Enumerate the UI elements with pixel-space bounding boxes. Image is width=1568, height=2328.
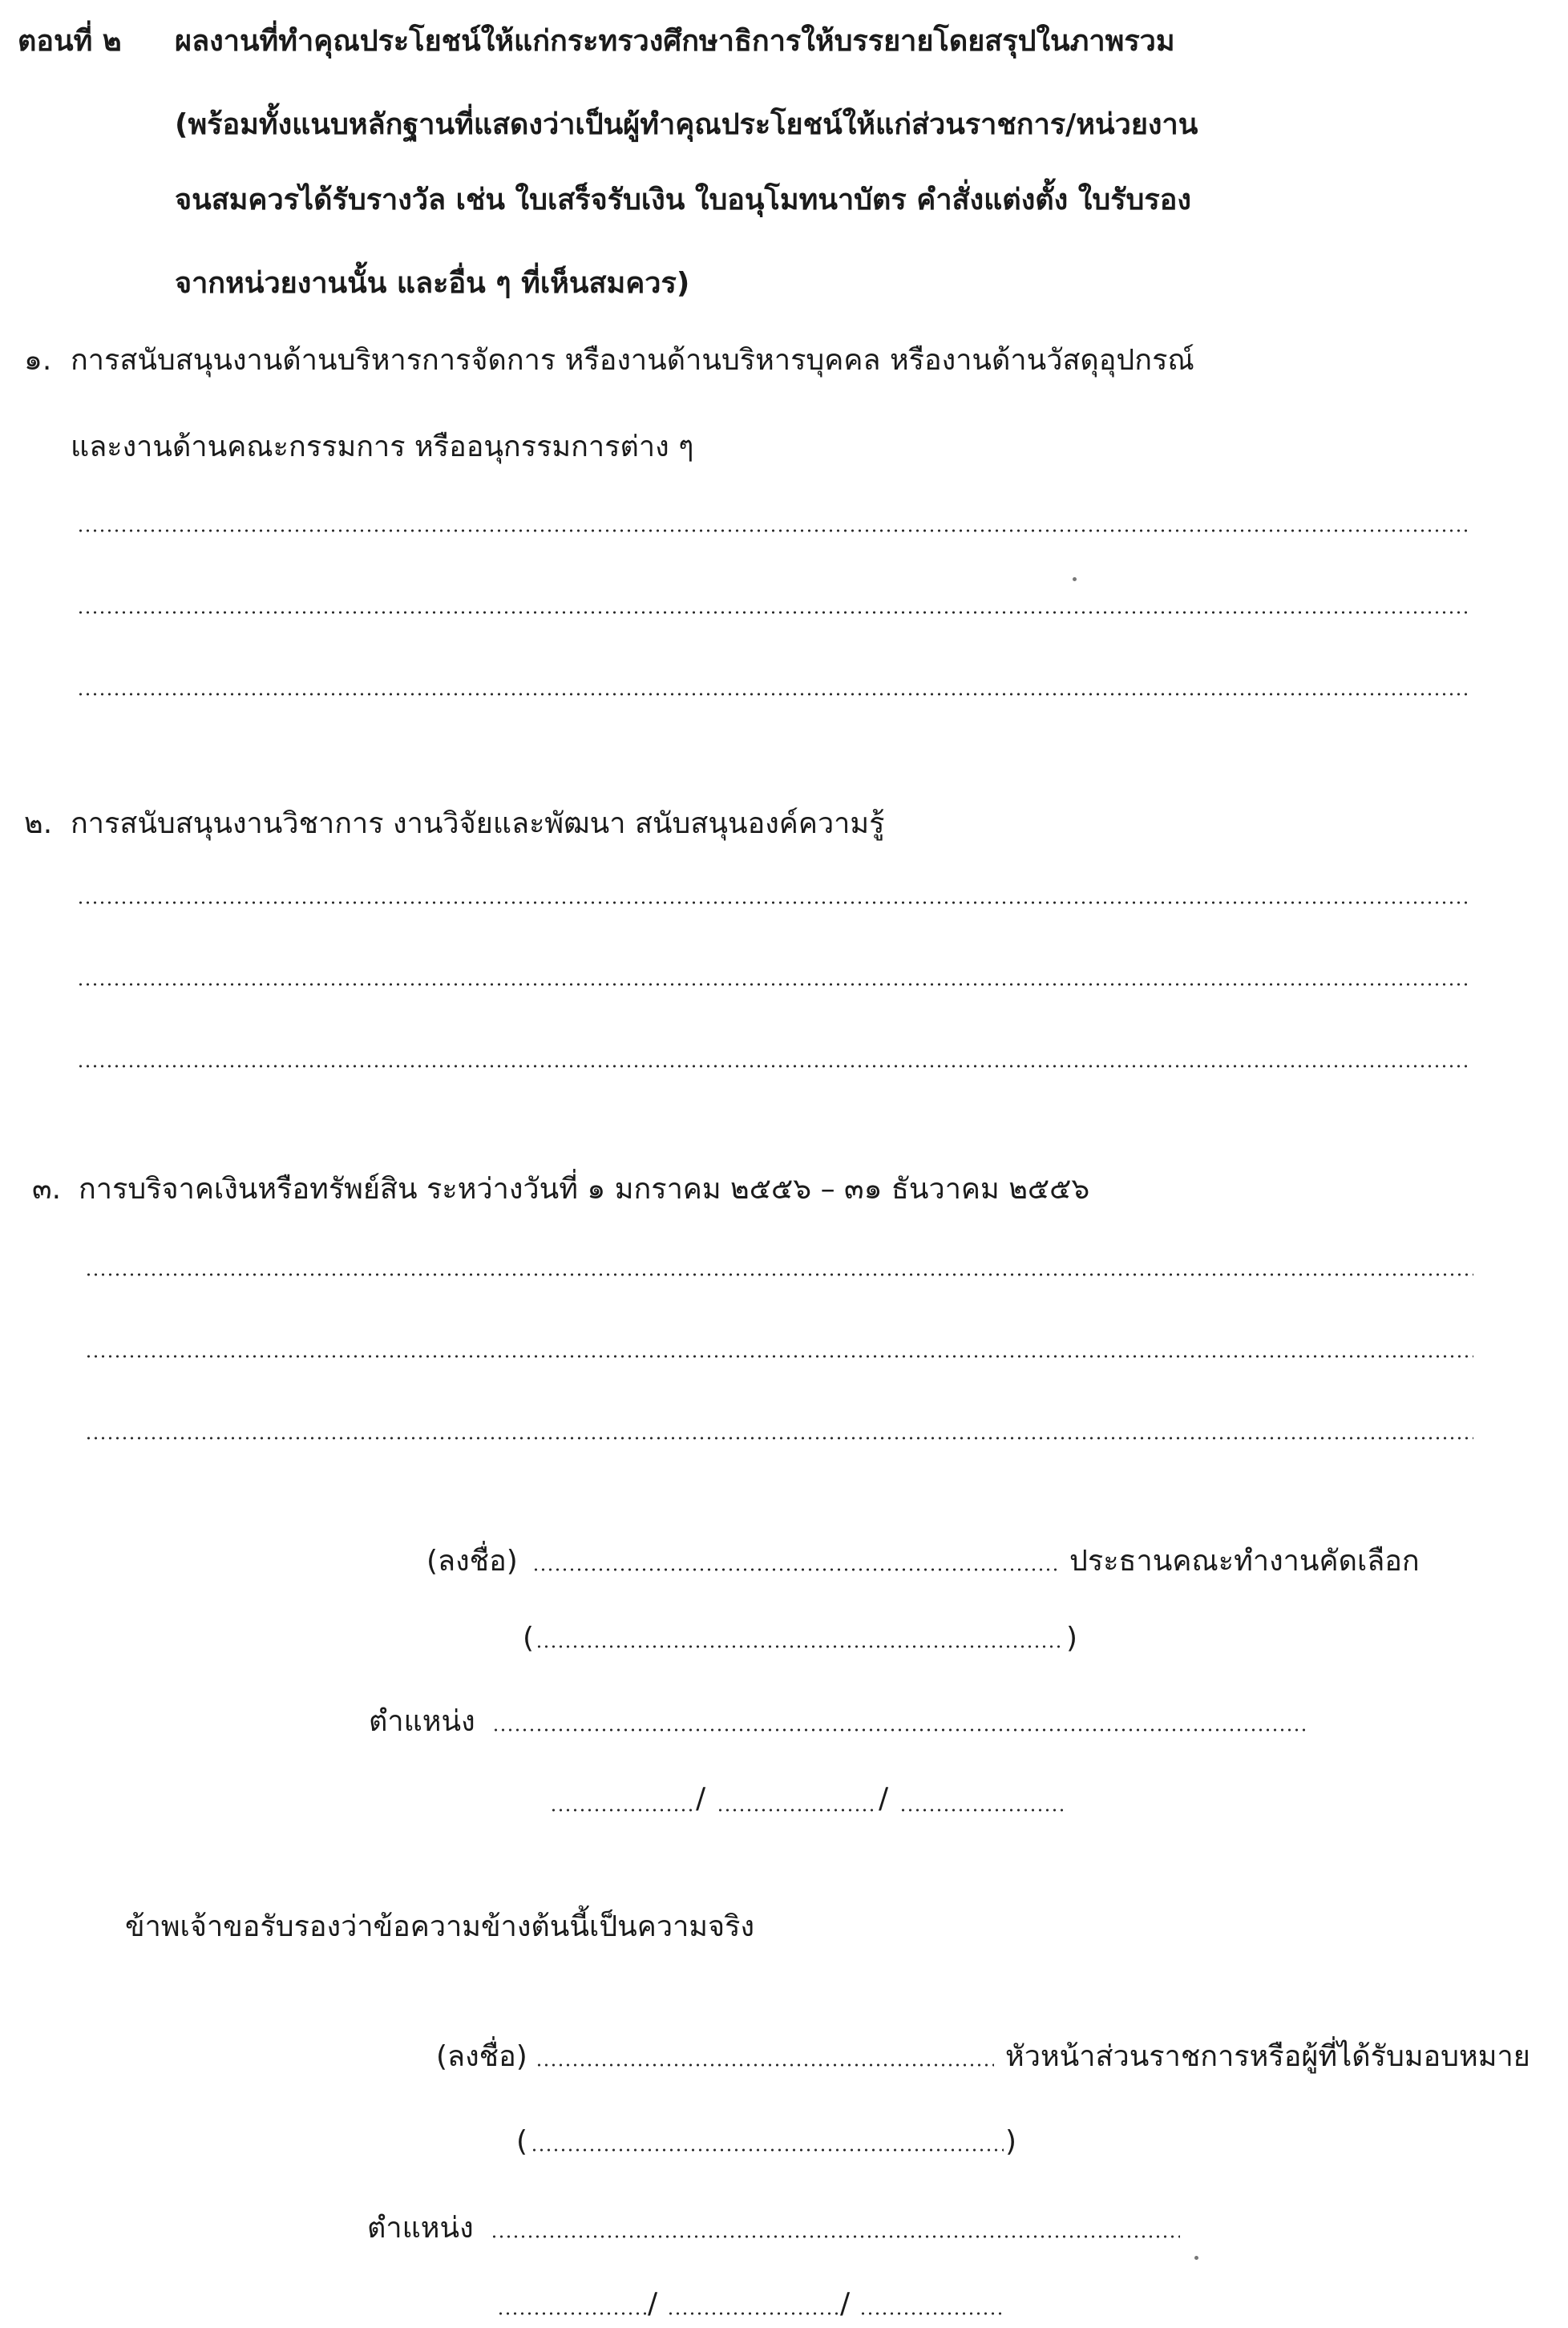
section-1-answer-line-2[interactable]: [77, 611, 1472, 614]
section-3-answer-line-1[interactable]: [85, 1273, 1473, 1276]
section-1-answer-line-3[interactable]: [77, 693, 1472, 696]
section-3-answer-line-3[interactable]: [85, 1437, 1473, 1440]
signature-1-date-slash-1: /: [696, 1782, 706, 1815]
signature-2-close-paren: ): [1005, 2125, 1017, 2158]
signature-1-sign-line[interactable]: [532, 1568, 1061, 1571]
signature-2-role: หัวหน้าส่วนราชการหรือผู้ที่ได้รับมอบหมาย: [1005, 2040, 1530, 2073]
signature-2-sign-label: (ลงชื่อ): [436, 2040, 527, 2073]
signature-1-role: ประธานคณะทำงานคัดเลือก: [1069, 1545, 1420, 1578]
section-3-title: การบริจาคเงินหรือทรัพย์สิน ระหว่างวันที่ ๑ มกราคม ๒๕๕๖ – ๓๑ ธันวาคม ๒๕๕๖: [79, 1173, 1090, 1206]
signature-2-position-label: ตำแหน่ง: [367, 2212, 474, 2245]
signature-2-date-year[interactable]: [859, 2312, 1005, 2315]
header-note-line-2: จนสมควรได้รับรางวัล เช่น ใบเสร็จรับเงิน ใบอนุโมทนาบัตร คำสั่งแต่งตั้ง ใบรับรอง: [175, 184, 1191, 216]
signature-2-date-slash-2: /: [840, 2287, 851, 2320]
section-1-answer-line-1[interactable]: [77, 529, 1472, 532]
section-2-answer-line-3[interactable]: [77, 1065, 1469, 1068]
signature-1-position-line[interactable]: [492, 1728, 1305, 1732]
section-2-answer-line-2[interactable]: [77, 983, 1469, 986]
scan-speck: [1194, 2256, 1198, 2260]
section-1-number: ๑.: [24, 344, 52, 377]
signature-2-date-month[interactable]: [667, 2312, 839, 2315]
scan-speck: [1073, 577, 1077, 581]
section-2-title: การสนับสนุนงานวิชาการ งานวิจัยและพัฒนา สนับสนุนองค์ความรู้: [71, 807, 885, 840]
section-2-answer-line-1[interactable]: [77, 901, 1469, 904]
certification-text: ข้าพเจ้าขอรับรองว่าข้อความข้างต้นนี้เป็นความจริง: [125, 1910, 755, 1943]
signature-2-date-day[interactable]: [497, 2312, 646, 2315]
signature-2-name-line[interactable]: [531, 2148, 1004, 2152]
signature-1-sign-label: (ลงชื่อ): [426, 1545, 518, 1578]
header-note-line-3: จากหน่วยงานนั้น และอื่น ๆ ที่เห็นสมควร): [175, 267, 690, 300]
signature-2-open-paren: (: [516, 2125, 528, 2158]
section-3-answer-line-2[interactable]: [85, 1355, 1473, 1358]
section-3-number: ๓.: [32, 1173, 62, 1206]
part-label: ตอนที่ ๒: [18, 25, 122, 58]
signature-2-date-slash-1: /: [648, 2287, 658, 2320]
signature-1-position-label: ตำแหน่ง: [369, 1705, 475, 1738]
signature-2-sign-line[interactable]: [535, 2063, 994, 2067]
signature-1-date-slash-2: /: [879, 1782, 889, 1815]
signature-2-position-line[interactable]: [491, 2235, 1180, 2238]
part-title: ผลงานที่ทำคุณประโยชน์ให้แก่กระทรวงศึกษาธิการให้บรรยายโดยสรุปในภาพรวม: [175, 25, 1175, 58]
signature-1-open-paren: (: [523, 1622, 535, 1655]
section-1-title-line-2: และงานด้านคณะกรรมการ หรืออนุกรรมการต่าง ๆ: [71, 430, 694, 463]
signature-1-date-year[interactable]: [899, 1809, 1063, 1812]
signature-1-date-month[interactable]: [717, 1809, 877, 1812]
signature-1-name-line[interactable]: [535, 1645, 1065, 1648]
signature-1-close-paren: ): [1066, 1622, 1078, 1655]
section-1-title-line-1: การสนับสนุนงานด้านบริหารการจัดการ หรืองานด้านบริหารบุคคล หรืองานด้านวัสดุอุปกรณ์: [71, 344, 1194, 377]
header-note-line-1: (พร้อมทั้งแนบหลักฐานที่แสดงว่าเป็นผู้ทำคุณประโยชน์ให้แก่ส่วนราชการ/หน่วยงาน: [175, 108, 1198, 141]
section-2-number: ๒.: [24, 807, 53, 840]
signature-1-date-day[interactable]: [550, 1809, 694, 1812]
